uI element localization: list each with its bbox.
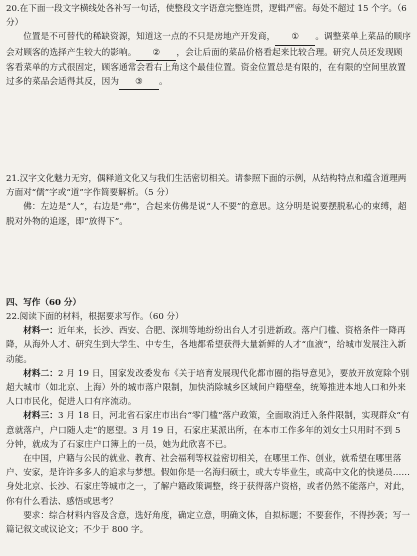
q20-blank-3[interactable]: ③: [119, 75, 159, 90]
question-22: [6, 310, 411, 537]
q21-stem: 21.汉字文化魅力无穷，偶释道文化又与我们生活密切相关。请参照下面的示例，从结构特点和蕴含道理两方面对“儒”字或“道”字作简要解析。（5 分）: [6, 174, 407, 199]
question-20: [6, 2, 411, 90]
q20-blank-1[interactable]: ①: [275, 30, 315, 45]
q22-material-1: [6, 324, 411, 367]
q20-stem: 20.在下面一段文字横线处各补写一句话，使整段文字语意完整连贯，逻辑严密。每处不超过 15 个字。（6 分）: [6, 4, 407, 29]
q20-text-1: 位置是不可替代的稀缺资源，知道这一点的不只是房地产开发商，: [23, 32, 276, 43]
q20-passage: [6, 30, 411, 90]
material-1-text: 近年来，长沙、西安、合肥、深圳等地纷纷出台人才引进新政。落户门槛、资格条件一降再降，从海外人才、研究生到大学生、中专生，各地都希望获得大量新鲜的人才“血液”，给城市发展注入新动能。: [6, 326, 407, 365]
q22-stem: 22.阅读下面的材料，根据要求写作。（60 分）: [6, 312, 184, 322]
q20-text-3: ，会让后面的菜品价格看起来比较合理。研究人员还发现顾客看菜单的方式很固定，顾客通常会看右上角这个最佳位置。资金位置总是有限的，在有限的空间里放置过多的菜品会适得其反，因为: [6, 47, 406, 88]
material-2-label: 材料二：: [23, 368, 58, 379]
q22-requirements: 要求：综合材料内容及含意，选好角度，确定立意，明确文体，自拟标题；不要套作，不得抄袭；写一篇记叙文或议论文；不少于 800 字。: [6, 510, 410, 536]
q21-example: 佛：左边是“人”，右边是“弗”，合起来仿佛是说“人不要”的意思。这分明是说要摆脱私心的束缚，超脱对外物的追逐，即“放得下”。: [6, 202, 407, 227]
q22-material-3: [6, 409, 411, 452]
material-3-label: 材料三：: [23, 411, 58, 422]
material-1-label: 材料一：: [23, 326, 58, 337]
question-21: [6, 172, 411, 229]
q22-prompt: 在中国，户籍与公民的就业、教育、社会福利等权益密切相关，在哪里工作、创业，就希望在哪里落户、安家，是许许多多人的追求与梦想。假如你是一名海归硕士，或大专毕业生，或高中文化的快递员……身处北京、长沙、石家庄等城市之一，了解户籍政策调整，终于获得落户资格，或者仍然不能落户，对此，你有什么看法、感悟或思考？: [6, 454, 410, 507]
q22-material-2: [6, 367, 411, 410]
material-3-text: 3 月 18 日，河北省石家庄市出台“零门槛”落户政策，全面取消迁入条件限制，实现群众“有意就落户，户口随人走”的愿望。3 月 19 日，石家庄某派出所，在本市工作多年的刘女士只用时不到 5 分钟，就成为了石家庄户口簿上的一员，她为此欣喜不已。: [6, 411, 410, 450]
section-writing-heading: 四、写作（60 分）: [6, 298, 82, 308]
material-2-text: 2 月 19 日，国家发改委发布《关于培育发展现代化都市圈的指导意见》，要放开放宽除个别超大城市（如北京、上海）外的城市落户限制，加快消除城乡区域间户籍壁垒，统筹推进本地人口和外来人口市民化，促进人口有序流动。: [6, 368, 410, 408]
q20-text-4: 。: [159, 77, 168, 88]
q20-text-2: 。调整菜单上菜品的顺序会对顾客的选择产生较大的影响。: [6, 32, 411, 58]
q20-blank-2[interactable]: ②: [136, 46, 176, 61]
